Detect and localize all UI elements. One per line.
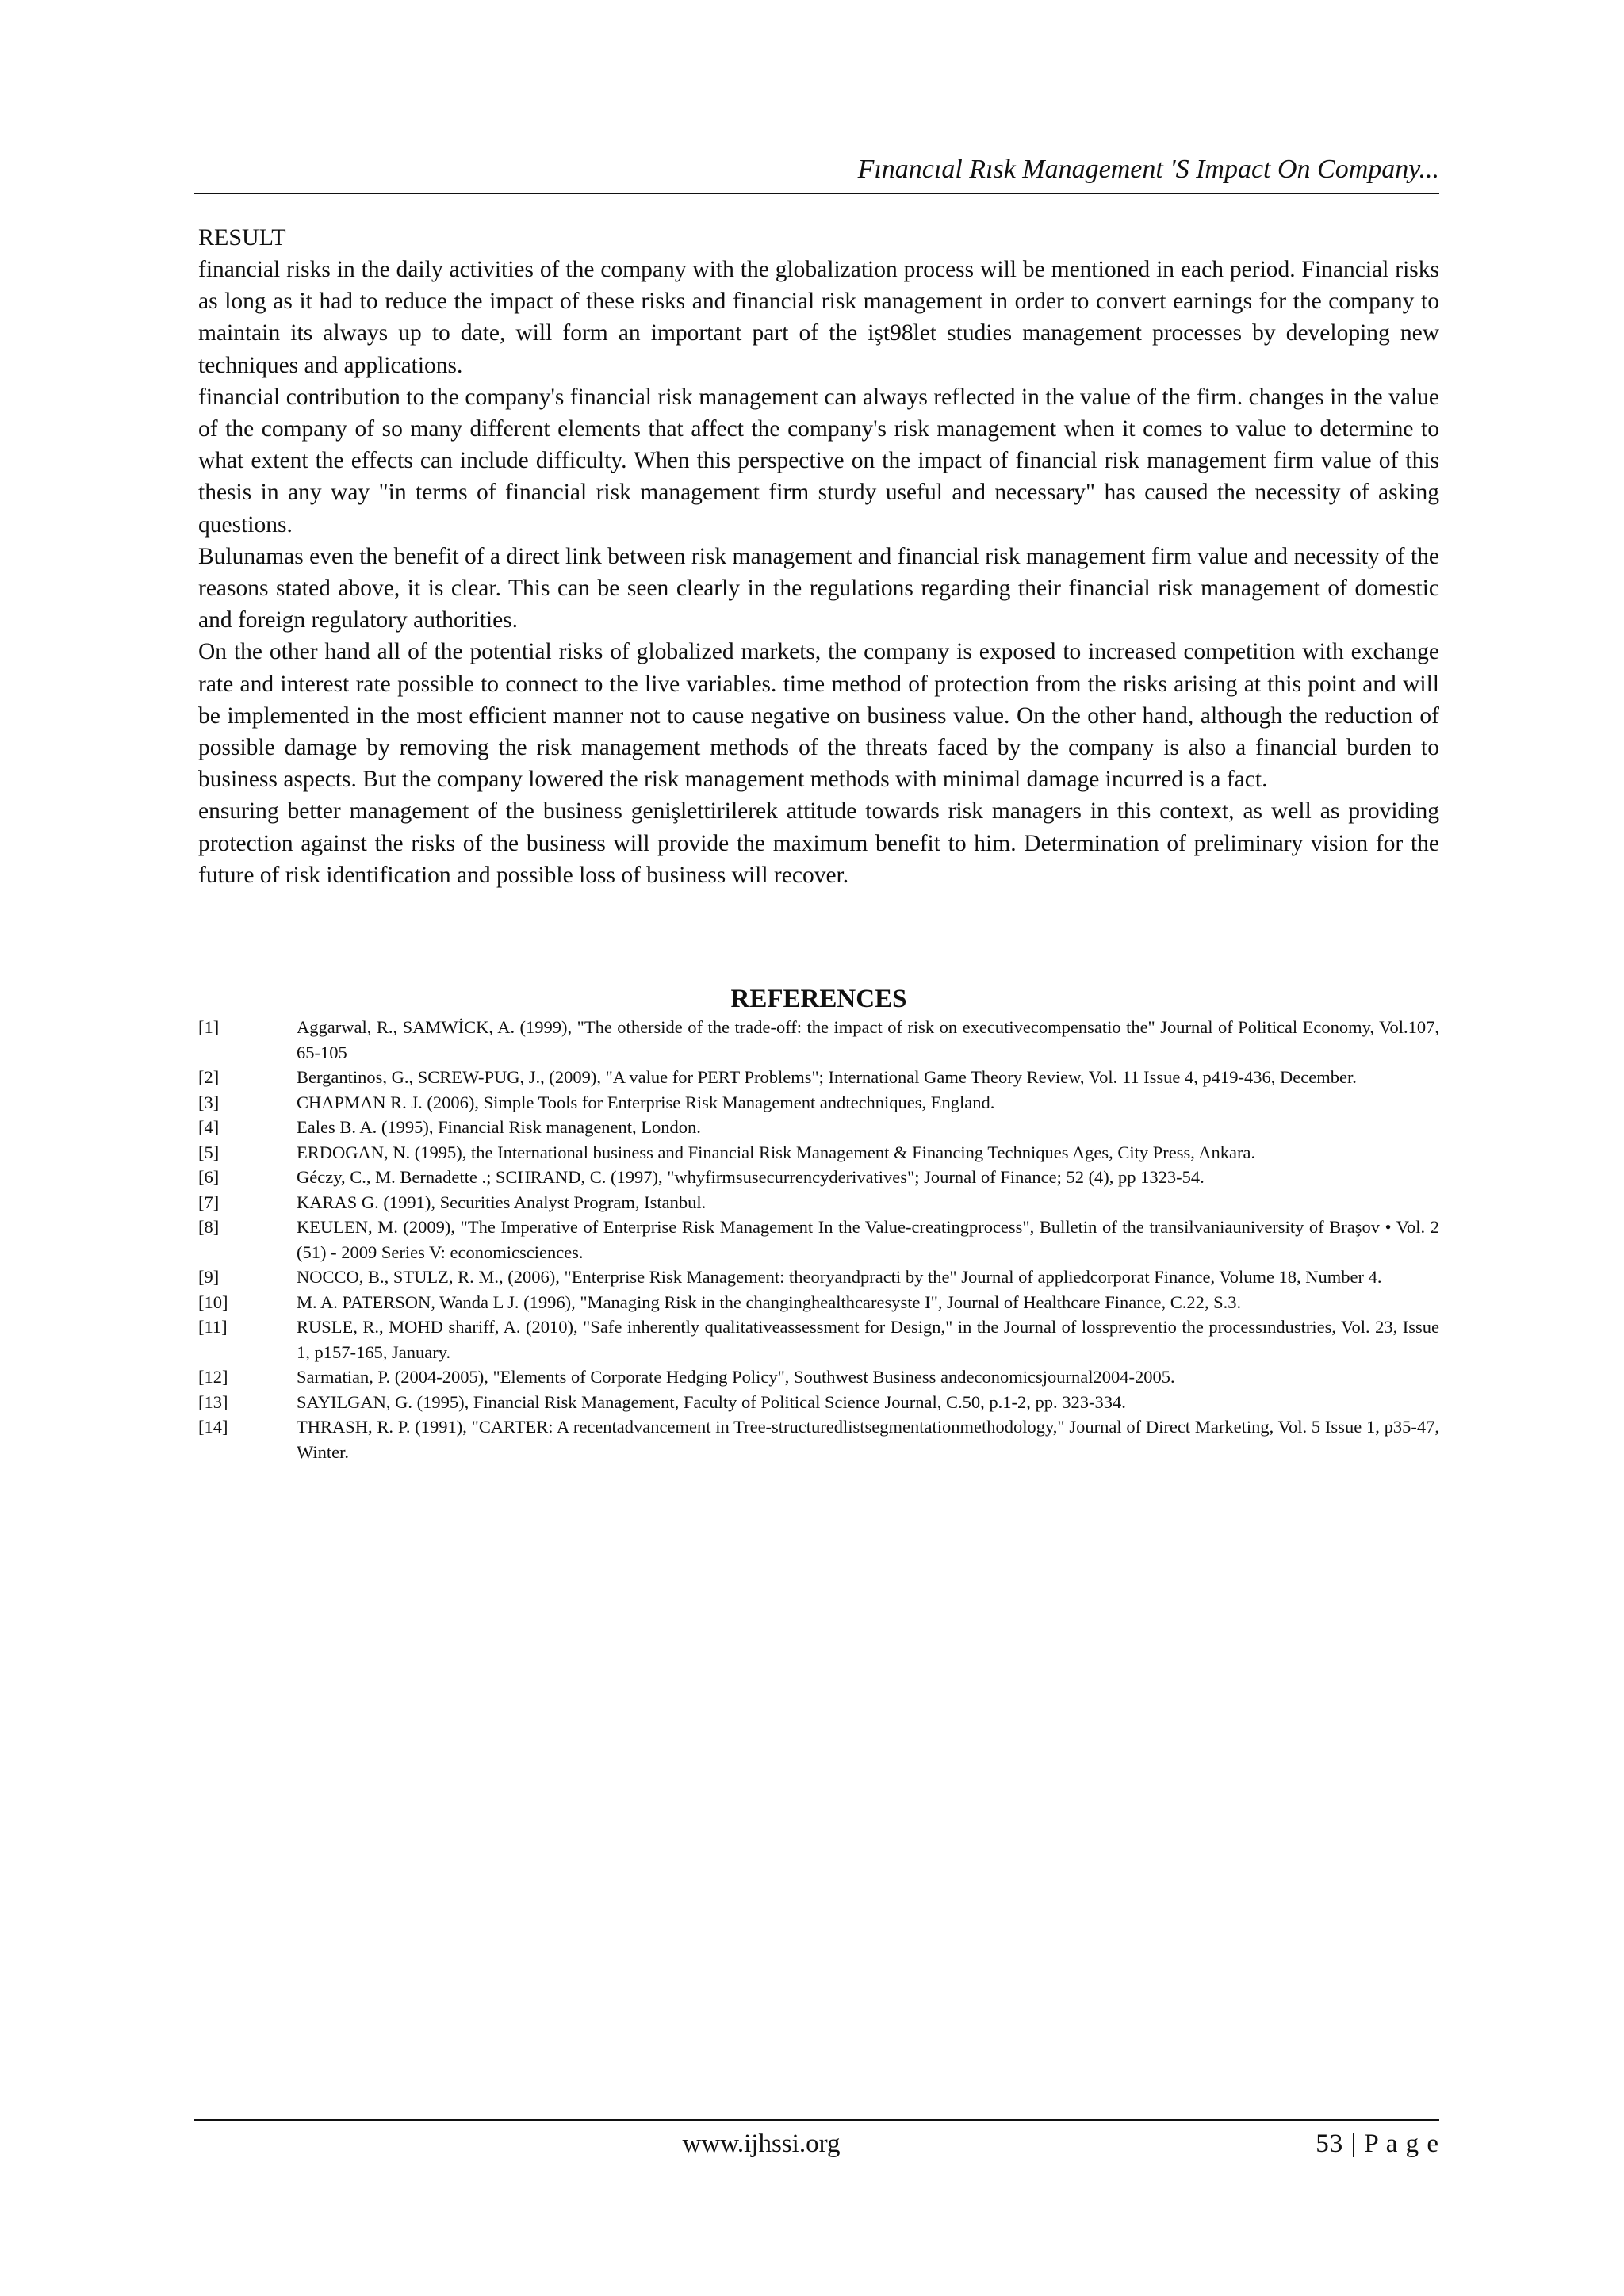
reference-number: [7] — [198, 1192, 220, 1212]
footer-url: www.ijhssi.org — [682, 2130, 841, 2158]
reference-item — [198, 1065, 1439, 1090]
reference-item — [198, 1140, 1439, 1165]
reference-number: [5] — [198, 1142, 220, 1162]
reference-text: ERDOGAN, N. (1995), the International business and Financial Risk Management & Financing Techniques Ages, City Press, Ankara. — [297, 1142, 1256, 1162]
reference-text: RUSLE, R., MOHD shariff, A. (2010), "Safe inherently qualitativeassessment for Design," in the Journal of losspreventio the processındustries, Vol. 23, Issue 1, p157-165, January. — [297, 1317, 1439, 1362]
reference-text: THRASH, R. P. (1991), "CARTER: A recentadvancement in Tree-structuredlistsegmentationmethodology," Journal of Direct Marketing, Vol. 5 Issue 1, p35-47, Winter. — [297, 1417, 1439, 1462]
reference-text: Eales B. A. (1995), Financial Risk managenent, London. — [297, 1117, 701, 1137]
reference-number: [3] — [198, 1092, 220, 1112]
reference-item — [198, 1190, 1439, 1215]
result-body — [198, 254, 1439, 891]
reference-text: Aggarwal, R., SAMWİCK, A. (1999), "The otherside of the trade-off: the impact of risk on executivecompensatio the" Journal of Political Economy, Vol.107, 65-105 — [297, 1017, 1439, 1062]
reference-item — [198, 1265, 1439, 1290]
reference-item — [198, 1364, 1439, 1390]
reference-text: Sarmatian, P. (2004-2005), "Elements of Corporate Hedging Policy", Southwest Business andeconomicsjournal2004-2005. — [297, 1367, 1175, 1387]
reference-number: [14] — [198, 1417, 228, 1437]
reference-number: [13] — [198, 1391, 228, 1412]
references-list — [198, 1015, 1439, 1464]
reference-item — [198, 1115, 1439, 1140]
footer-divider — [194, 2119, 1439, 2121]
reference-item — [198, 1390, 1439, 1415]
reference-number: [11] — [198, 1317, 228, 1337]
reference-text: Bergantinos, G., SCREW-PUG, J., (2009), "A value for PERT Problems"; International Game Theory Review, Vol. 11 Issue 4, p419-436, December. — [297, 1067, 1357, 1087]
references-heading: REFERENCES — [730, 985, 907, 1013]
reference-item — [198, 1090, 1439, 1115]
reference-text: NOCCO, B., STULZ, R. M., (2006), "Enterprise Risk Management: theoryandpracti by the" Journal of appliedcorporat Finance, Volume 18, Number 4. — [297, 1267, 1382, 1287]
reference-text: CHAPMAN R. J. (2006), Simple Tools for Enterprise Risk Management andtechniques, England. — [297, 1092, 995, 1112]
result-heading: RESULT — [198, 224, 286, 251]
reference-number: [8] — [198, 1217, 220, 1237]
reference-text: KEULEN, M. (2009), "The Imperative of Enterprise Risk Management In the Value-creatingprocess", Bulletin of the transilvaniauniversity of Braşov • Vol. 2 (51) - 2009 Series V: economicsciences. — [297, 1217, 1439, 1262]
reference-text: Géczy, C., M. Bernadette .; SCHRAND, C. (1997), "whyfirmsusecurrencyderivatives"; Journal of Finance; 52 (4), pp 1323-54. — [297, 1167, 1205, 1187]
result-paragraph: On the other hand all of the potential risks of globalized markets, the company is exposed to increased competition with exchange rate and interest rate possible to connect to the live variables. time method of protection from the risks arising at this point and will be implemented in the most efficient manner not to cause negative on business value. On the other hand, although the reduction of possible damage by removing the risk management methods of the threats faced by the company is also a financial burden to business aspects. But the company lowered the risk management methods with minimal damage incurred is a fact. — [198, 639, 1439, 793]
result-paragraph: financial contribution to the company's financial risk management can always reflected in the value of the firm. changes in the value of the company of so many different elements that affect the company's risk management when it comes to value to determine to what extent the effects can include difficulty. When this perspective on the impact of financial risk management firm value of this thesis in any way "in terms of financial risk management firm sturdy useful and necessary" has caused the necessity of asking questions. — [198, 384, 1439, 538]
page-number: 53 | P a g e — [1316, 2130, 1439, 2158]
running-header: Fınancıal Rısk Management 'S Impact On Company... — [857, 155, 1439, 184]
result-paragraph: financial risks in the daily activities of the company with the globalization process will be mentioned in each period. Financial risks as long as it had to reduce the impact of these risks and financial risk management in order to convert earnings for the company to maintain its always up to date, will form an important part of the işt98let studies management processes by developing new techniques and applications. — [198, 257, 1439, 378]
reference-item — [198, 1290, 1439, 1315]
reference-text: KARAS G. (1991), Securities Analyst Program, Istanbul. — [297, 1192, 707, 1212]
reference-text: M. A. PATERSON, Wanda L J. (1996), "Managing Risk in the changinghealthcaresyste I", Journal of Healthcare Finance, C.22, S.3. — [297, 1292, 1242, 1312]
reference-item — [198, 1414, 1439, 1464]
header-divider — [194, 193, 1439, 194]
result-paragraph: Bulunamas even the benefit of a direct link between risk management and financial risk management firm value and necessity of the reasons stated above, it is clear. This can be seen clearly in the regulations regarding their financial risk management of domestic and foreign regulatory authorities. — [198, 543, 1439, 633]
reference-number: [9] — [198, 1267, 220, 1287]
result-paragraph: ensuring better management of the business genişlettirilerek attitude towards risk managers in this context, as well as providing protection against the risks of the business will provide the maximum benefit to him. Determination of preliminary vision for the future of risk identification and possible loss of business will recover. — [198, 798, 1439, 888]
reference-number: [2] — [198, 1067, 220, 1087]
reference-number: [12] — [198, 1367, 228, 1387]
reference-number: [6] — [198, 1167, 220, 1187]
reference-item — [198, 1015, 1439, 1065]
reference-text: SAYILGAN, G. (1995), Financial Risk Management, Faculty of Political Science Journal, C.50, p.1-2, pp. 323-334. — [297, 1391, 1126, 1412]
reference-number: [4] — [198, 1117, 220, 1137]
reference-item — [198, 1165, 1439, 1190]
reference-item — [198, 1215, 1439, 1265]
reference-number: [1] — [198, 1017, 220, 1037]
reference-number: [10] — [198, 1292, 228, 1312]
reference-item — [198, 1314, 1439, 1364]
